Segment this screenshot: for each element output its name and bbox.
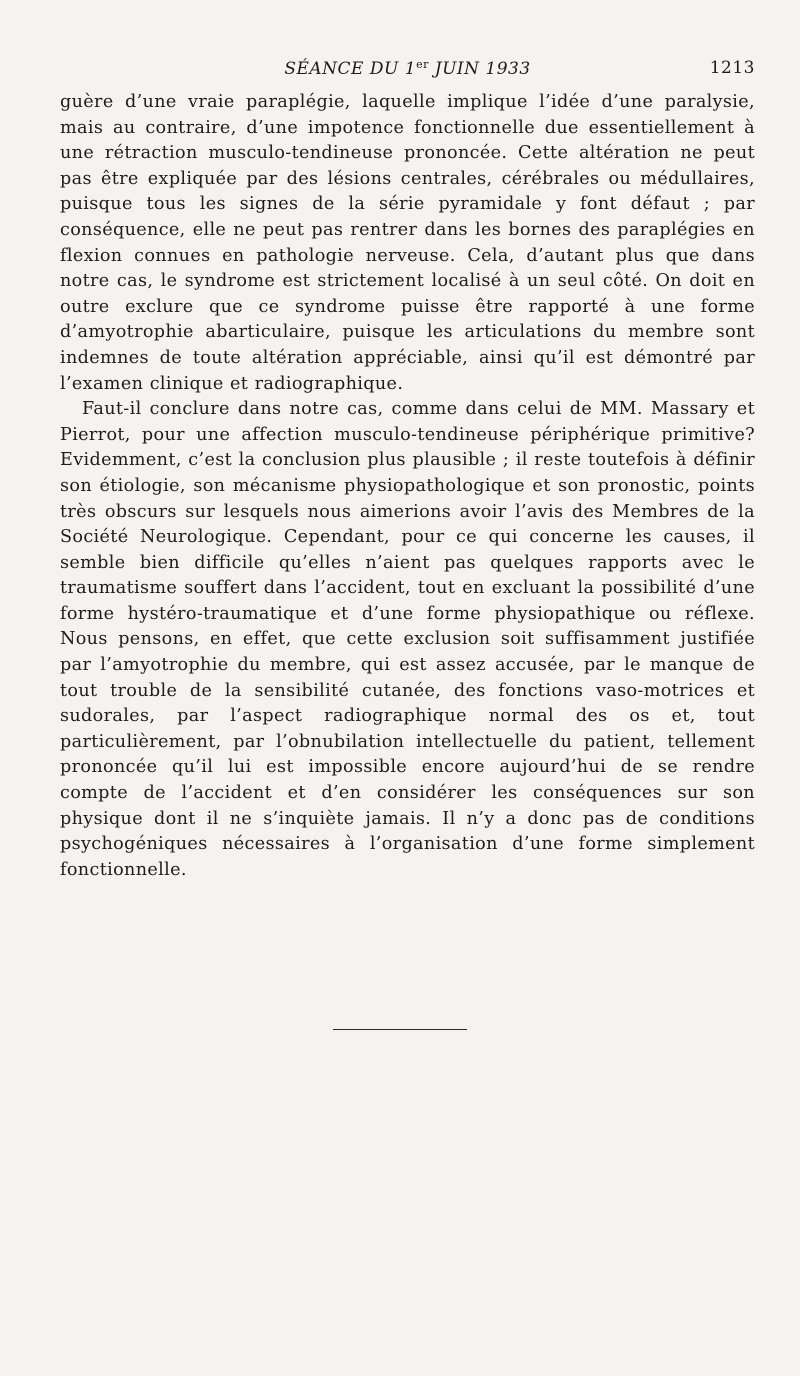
header-title-prefix: SÉANCE DU 1 bbox=[284, 59, 417, 79]
header-title bbox=[60, 58, 755, 79]
paragraph-conclusion: Faut-il conclure dans notre cas, comme dans celui de MM. Massary et Pierrot, pour une affection musculo-tendineuse périphérique primitive? Evidemment, c’est la conclusion plus plausible ; il reste toutefois à définir son étiologie, son mécanisme physiopathologique et son pronostic, points très obscurs sur lesquels nous aimerions avoir l’avis des Membres de la Société Neurologique. Cependant, pour ce qui concerne les causes, il semble bien difficile qu’elles n’aient pas quelques rapports avec le traumatisme souffert dans l’accident, tout en excluant la possibilité d’une forme hystéro-traumatique et d’une forme physiopathique ou réflexe. Nous pensons, en effet, que cette exclusion soit suffisamment justifiée par l’amyotrophie du membre, qui est assez accusée, par le manque de tout trouble de la sensibilité cutanée, des fonctions vaso-motrices et sudorales, par l’aspect radiographique normal des os et, tout particulièrement, par l’obnubilation intellectuelle du patient, tellement prononcée qu’il lui est impossible encore aujourd’hui de se rendre compte de l’accident et d’en considérer les conséquences sur son physique dont il ne s’inquiète jamais. Il n’y a donc pas de conditions psychogéniques nécessaires à l’organisation d’une forme simplement fonctionnelle. bbox=[60, 399, 755, 880]
body-text bbox=[60, 90, 755, 883]
header-title-suffix: JUIN 1933 bbox=[428, 59, 531, 79]
section-end-rule bbox=[333, 1029, 467, 1030]
running-header bbox=[60, 58, 755, 84]
page-number: 1213 bbox=[709, 58, 755, 78]
header-title-superscript: er bbox=[416, 58, 429, 71]
paragraph-continuation: guère d’une vraie paraplégie, laquelle implique l’idée d’une paralysie, mais au contraire, d’une impotence fonctionnelle due essentiellement à une rétraction musculo-tendineuse prononcée. Cette altération ne peut pas être expliquée par des lésions centrales, cérébrales ou médullaires, puisque tous les signes de la série pyramidale y font défaut ; par conséquence, elle ne peut pas rentrer dans les bornes des paraplégies en flexion connues en pathologie nerveuse. Cela, d’autant plus que dans notre cas, le syndrome est strictement localisé à un seul côté. On doit en outre exclure que ce syndrome puisse être rapporté à une forme d’amyotrophie abarticulaire, puisque les articulations du membre sont indemnes de toute altération appréciable, ainsi qu’il est démontré par l’examen clinique et radiographique. bbox=[60, 92, 755, 394]
